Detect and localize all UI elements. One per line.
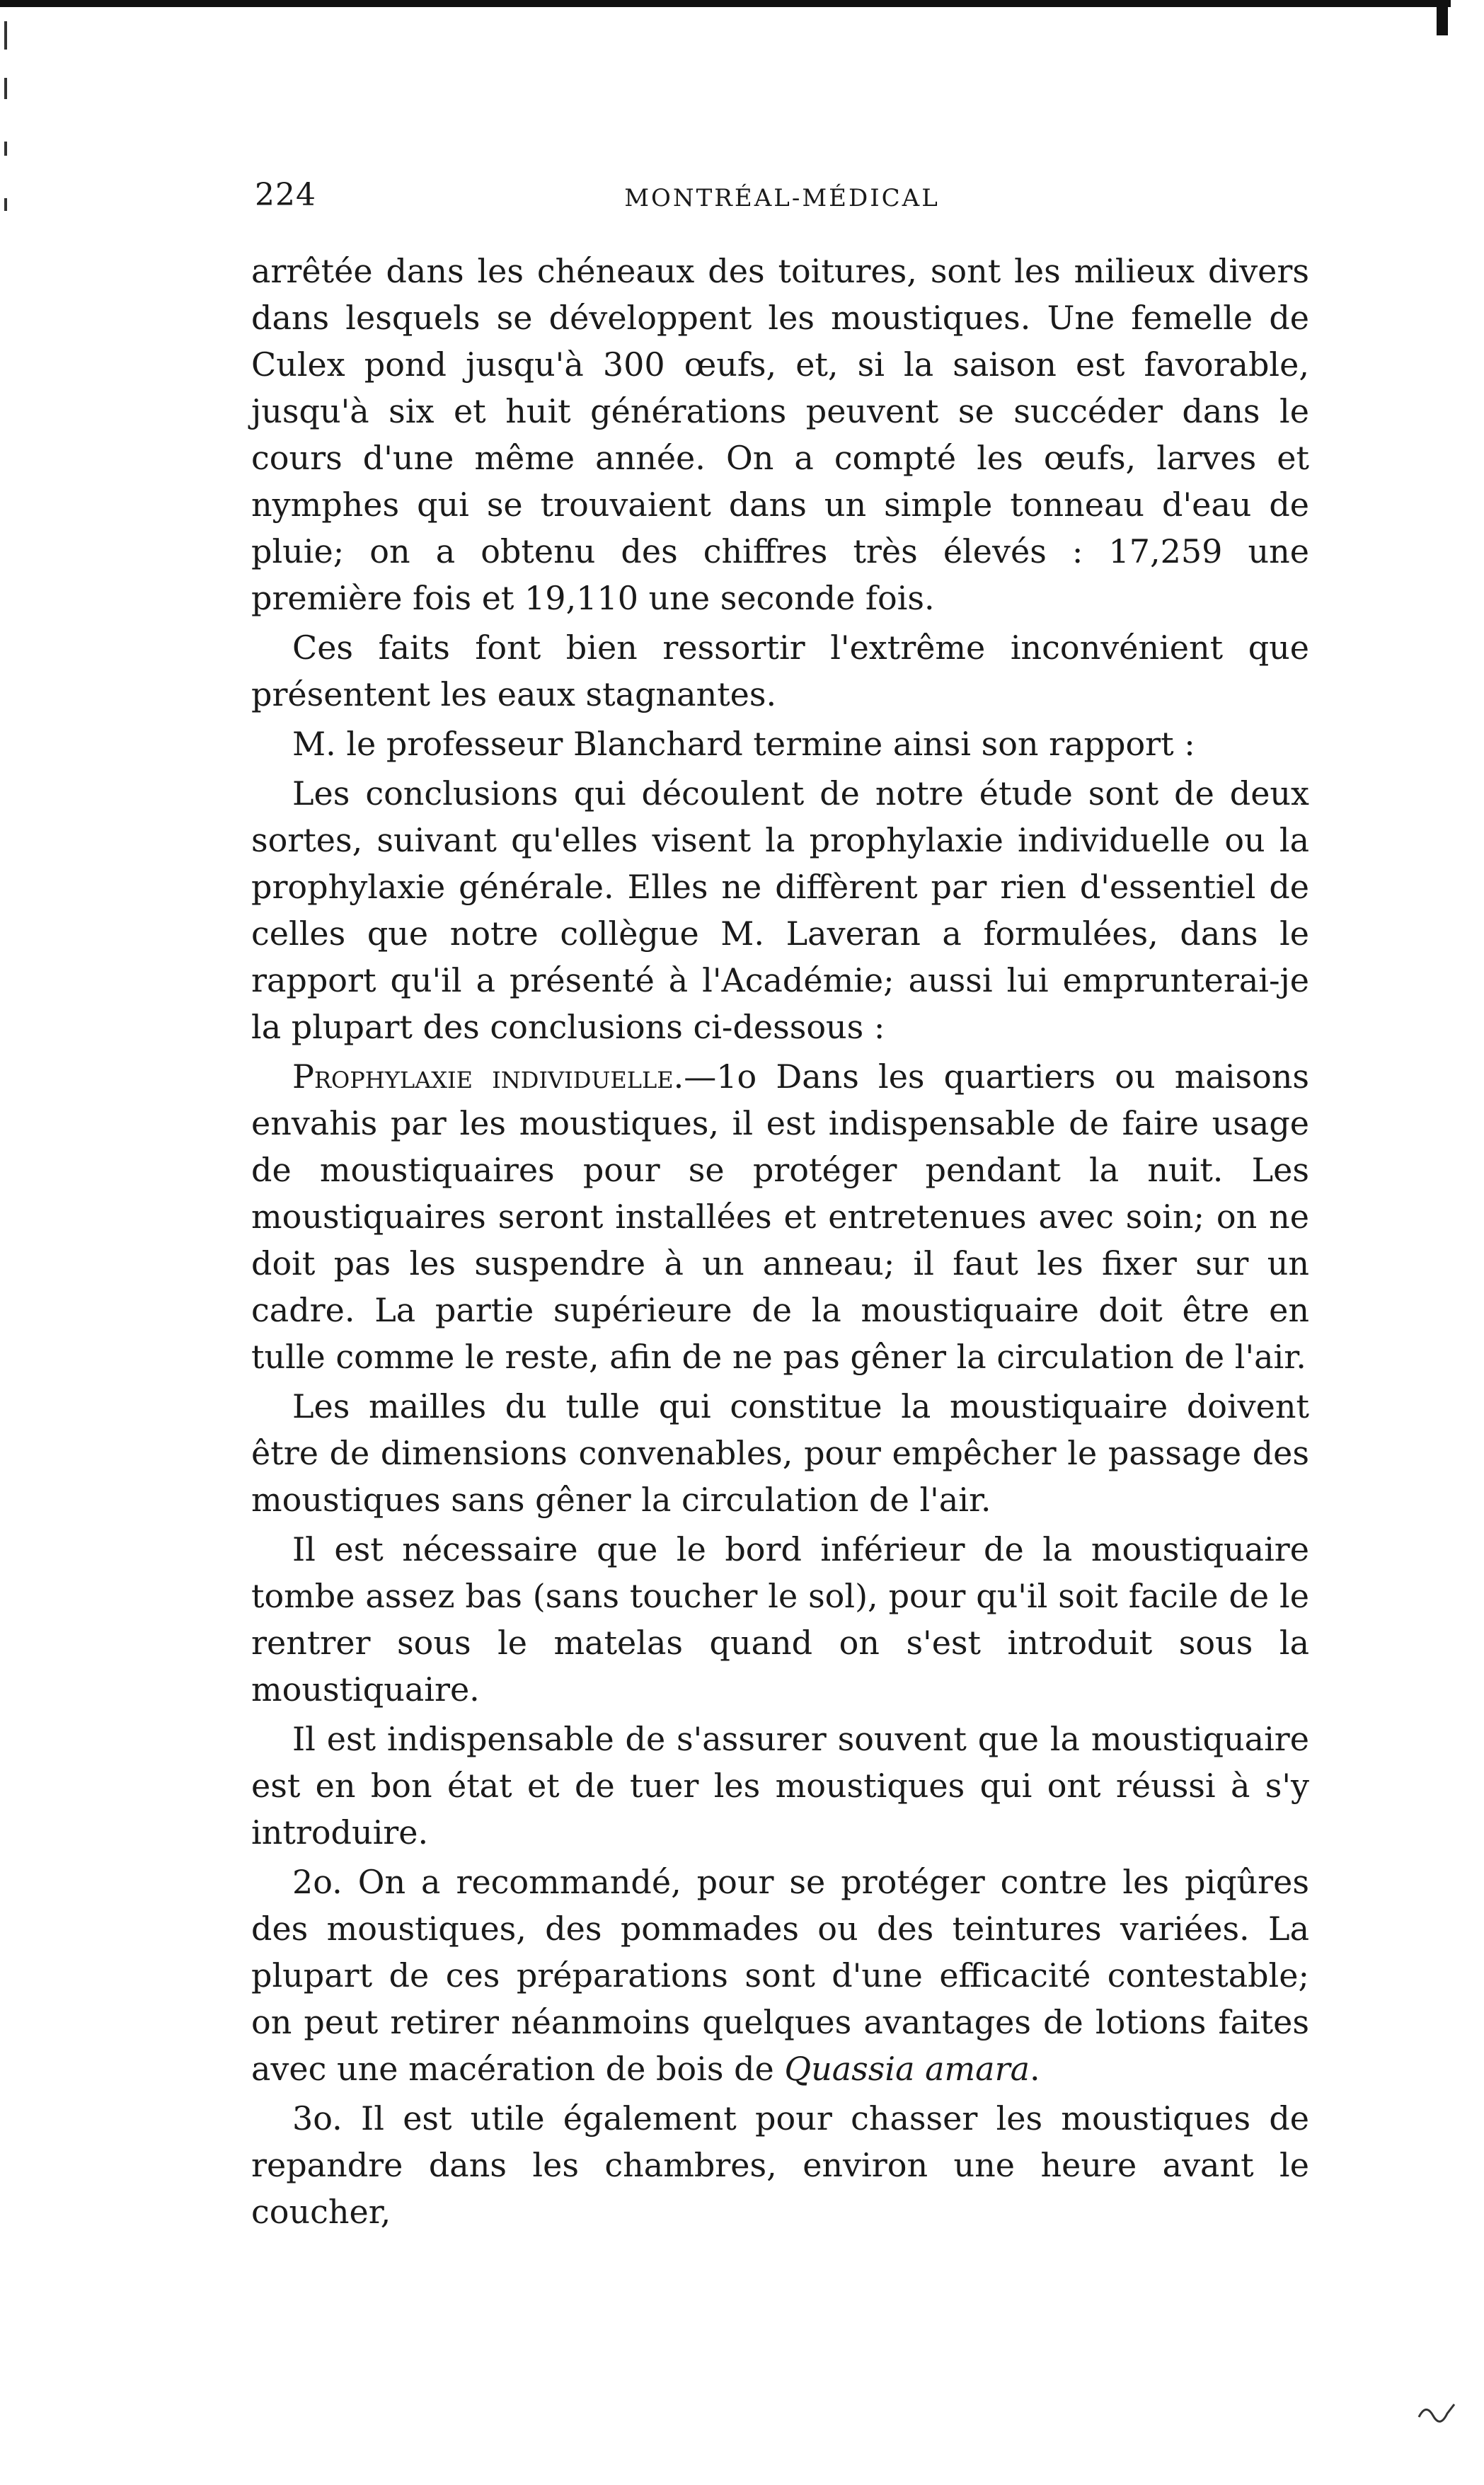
paragraph: Ces faits font bien ressortir l'extrême inconvénient que présentent les eaux stagnantes.	[251, 629, 1309, 713]
paragraph: 3o. Il est utile également pour chasser les moustiques de repandre dans les chambres, environ une heure avant le coucher,	[251, 2099, 1309, 2231]
paragraph: Il est indispensable de s'assurer souvent que la moustiquaire est en bon état et de tuer les moustiques qui ont réussi à s'y introduire.	[251, 1720, 1309, 1852]
margin-mark	[4, 21, 7, 50]
top-border-corner	[1437, 0, 1448, 35]
paragraph-text: 2o. On a recommandé, pour se protéger contre les piqûres des moustiques, des pommades ou des teintures variées. La plupart de ces préparations sont d'une efficacité contestable; on peut retirer néanmoins quelques avantages de lotions faites avec une macération de bois de	[251, 1863, 1309, 2088]
journal-title: MONTRÉAL-MÉDICAL	[624, 184, 940, 212]
margin-mark	[4, 78, 7, 99]
paragraph: Les conclusions qui découlent de notre étude sont de deux sortes, suivant qu'elles visent la prophylaxie individuelle ou la prophylaxie générale. Elles ne diffèrent par rien d'essentiel de celles que notre collègue M. Laveran a formulées, dans le rapport qu'il a présenté à l'Académie; aussi lui emprunterai-je la plupart des conclusions ci-dessous :	[251, 774, 1309, 1046]
paragraph: M. le professeur Blanchard termine ainsi son rapport :	[292, 725, 1195, 763]
top-border-rule	[0, 0, 1451, 7]
margin-mark	[4, 142, 7, 156]
page-number: 224	[255, 177, 316, 213]
body-text	[251, 248, 1309, 2235]
paragraph	[251, 1859, 1309, 2092]
paragraph: Les mailles du tulle qui constitue la moustiquaire doivent être de dimensions convenables, pour empêcher le passage des moustiques sans gêner la circulation de l'air.	[251, 1387, 1309, 1519]
margin-mark	[4, 198, 7, 211]
running-head	[255, 177, 1309, 219]
paragraph: arrêtée dans les chéneaux des toitures, sont les milieux divers dans lesquels se développent les moustiques. Une femelle de Culex pond jusqu'à 300 œufs, et, si la saison est favorable, jusqu'à six et huit générations peuvent se succéder dans le cours d'une même année. On a compté les œufs, larves et nymphes qui se trouvaient dans un simple tonneau d'eau de pluie; on a obtenu des chiffres très élevés : 17,259 une première fois et 19,110 une seconde fois.	[251, 252, 1309, 617]
section-heading: Prophylaxie individuelle.	[292, 1057, 684, 1096]
paragraph: Il est nécessaire que le bord inférieur de la moustiquaire tombe assez bas (sans toucher le sol), pour qu'il soit facile de le rentrer sous le matelas quand on s'est introduit sous la moustiquaire.	[251, 1530, 1309, 1709]
paragraph	[251, 1053, 1309, 1380]
scan-mark	[1415, 2396, 1458, 2424]
paragraph-text: .	[1030, 2050, 1040, 2088]
species-name: Quassia amara	[784, 2050, 1030, 2088]
paragraph-text: —1o Dans les quartiers ou maisons envahis par les moustiques, il est indispensable de faire usage de moustiquaires pour se protéger pendant la nuit. Les moustiquaires seront installées et entretenues avec soin; on ne doit pas les suspendre à un anneau; il faut les fixer sur un cadre. La partie supérieure de la moustiquaire doit être en tulle comme le reste, afin de ne pas gêner la circulation de l'air.	[251, 1057, 1310, 1376]
